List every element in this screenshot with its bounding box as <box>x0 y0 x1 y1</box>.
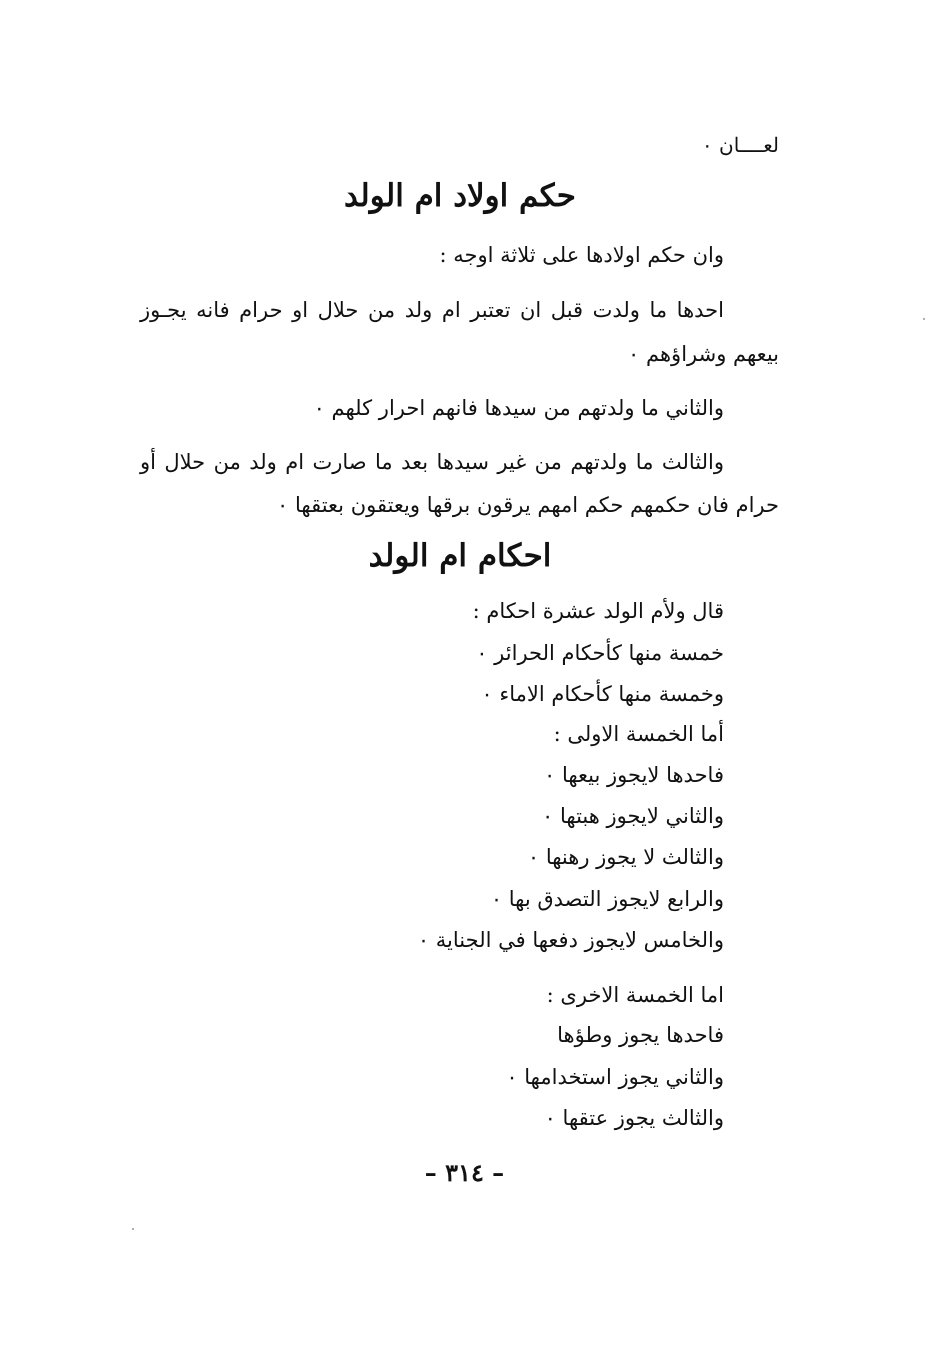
section2-line: والثالث لا يجوز رهنها ٠ <box>527 845 724 869</box>
section2-line: خمسة منها كأحكام الحرائر ٠ <box>476 641 724 665</box>
scan-speck <box>132 1228 134 1230</box>
section2-line: والخامس لايجوز دفعها في الجناية ٠ <box>417 928 724 952</box>
section2-line: والثالث يجوز عتقها ٠ <box>544 1106 724 1130</box>
section1-paragraph3-line2: حرام فان حكمهم حكم امهم يرقون برقها ويعتقون بعتقها ٠ <box>277 493 779 517</box>
section-title-children-of-umm-walad: حكم اولاد ام الولد <box>344 178 576 214</box>
section1-paragraph2: والثاني ما ولدتهم من سيدها فانهم احرار كلهم ٠ <box>313 396 724 420</box>
section2-line: والرابع لايجوز التصدق بها ٠ <box>490 887 724 911</box>
section2-line: والثاني يجوز استخدامها ٠ <box>506 1065 724 1089</box>
section1-paragraph1-line1: احدها ما ولدت قبل ان تعتبر ام ولد من حلال او حرام فانه يجـوز <box>140 298 724 322</box>
section1-intro: وان حكم اولادها على ثلاثة اوجه : <box>439 243 724 267</box>
section2-line: قال ولأم الولد عشرة احكام : <box>472 599 724 623</box>
section2-line: أما الخمسة الاولى : <box>553 722 724 746</box>
section2-line: فاحدها لايجوز بيعها ٠ <box>544 763 724 787</box>
section2-line: فاحدها يجوز وطؤها <box>557 1023 724 1047</box>
section-title-rulings-of-umm-walad: احكام ام الولد <box>368 538 552 574</box>
section1-paragraph1-line2: بيعهم وشراؤهم ٠ <box>628 342 779 366</box>
running-head: لعــــان ٠ <box>701 133 779 157</box>
section2-line: والثاني لايجوز هبتها ٠ <box>542 804 724 828</box>
section2-line: وخمسة منها كأحكام الاماء ٠ <box>481 682 724 706</box>
section1-paragraph3-line1: والثالث ما ولدتهم من غير سيدها بعد ما صارت ام ولد من حلال أو <box>140 450 724 474</box>
page-number: – ٣١٤ – <box>424 1158 505 1187</box>
section2-line: اما الخمسة الاخرى : <box>546 983 724 1007</box>
scan-speck <box>923 318 925 320</box>
